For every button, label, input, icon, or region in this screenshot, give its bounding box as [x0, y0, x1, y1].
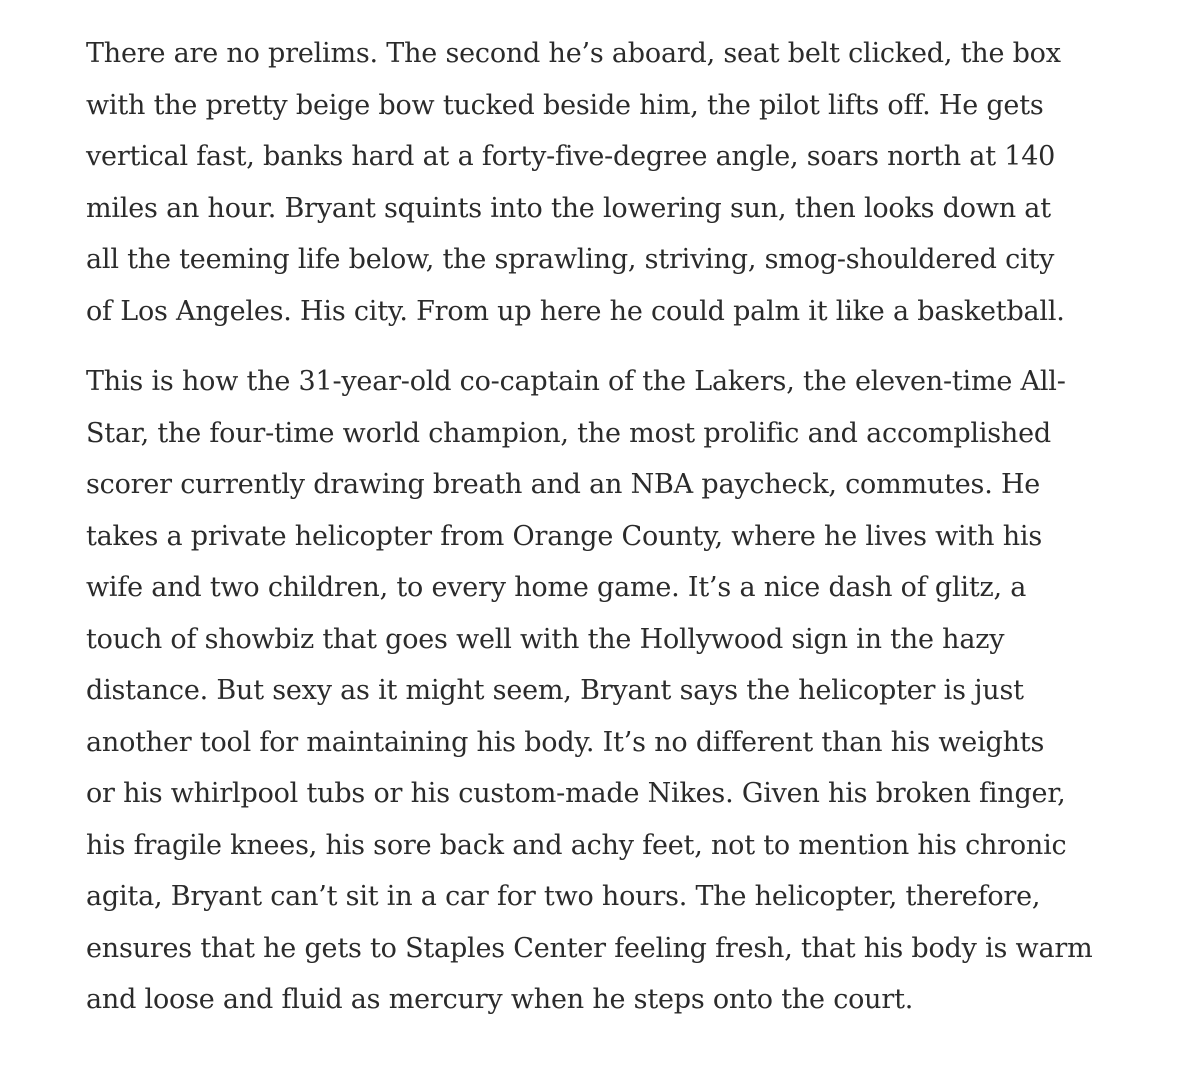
text-line: There are no prelims. The second he’s aboard, seat belt clicked, the box: [86, 38, 1061, 69]
text-line: scorer currently drawing breath and an NBA paycheck, commutes. He: [86, 469, 1041, 500]
text-line: his fragile knees, his sore back and achy feet, not to mention his chronic: [86, 829, 1067, 861]
text-line: another tool for maintaining his body. It’s no different than his weights: [86, 726, 1045, 758]
text-line: all the teeming life below, the sprawling, striving, smog-shouldered city: [86, 244, 1055, 275]
text-line: This is how the 31-year-old co-captain of the Lakers, the eleven-time All-: [86, 366, 1066, 397]
text-line: with the pretty beige bow tucked beside him, the pilot lifts off. He gets: [86, 89, 1044, 121]
text-line: distance. But sexy as it might seem, Bryant says the helicopter is just: [86, 675, 1024, 706]
text-line: Star, the four-time world champion, the most prolific and accomplished: [86, 417, 1051, 449]
text-line: vertical fast, banks hard at a forty-five-degree angle, soars north at 140: [86, 141, 1056, 172]
text-line: of Los Angeles. His city. From up here he could palm it like a basketball.: [86, 295, 1065, 327]
text-line: miles an hour. Bryant squints into the lowering sun, then looks down at: [86, 192, 1051, 224]
text-line: or his whirlpool tubs or his custom-made Nikes. Given his broken finger,: [86, 778, 1066, 809]
paragraph-helicopter-liftoff: [86, 28, 1120, 337]
text-line: and loose and fluid as mercury when he steps onto the court.: [86, 984, 914, 1015]
text-line: ensures that he gets to Staples Center feeling fresh, that his body is warm: [86, 932, 1093, 964]
text-line: touch of showbiz that goes well with the Hollywood sign in the hazy: [86, 623, 1005, 655]
text-line: agita, Bryant can’t sit in a car for two hours. The helicopter, therefore,: [86, 881, 1041, 912]
text-line: wife and two children, to every home game. It’s a nice dash of glitz, a: [86, 572, 1027, 603]
text-line: takes a private helicopter from Orange County, where he lives with his: [86, 520, 1042, 552]
paragraph-commute: [86, 356, 1120, 1026]
